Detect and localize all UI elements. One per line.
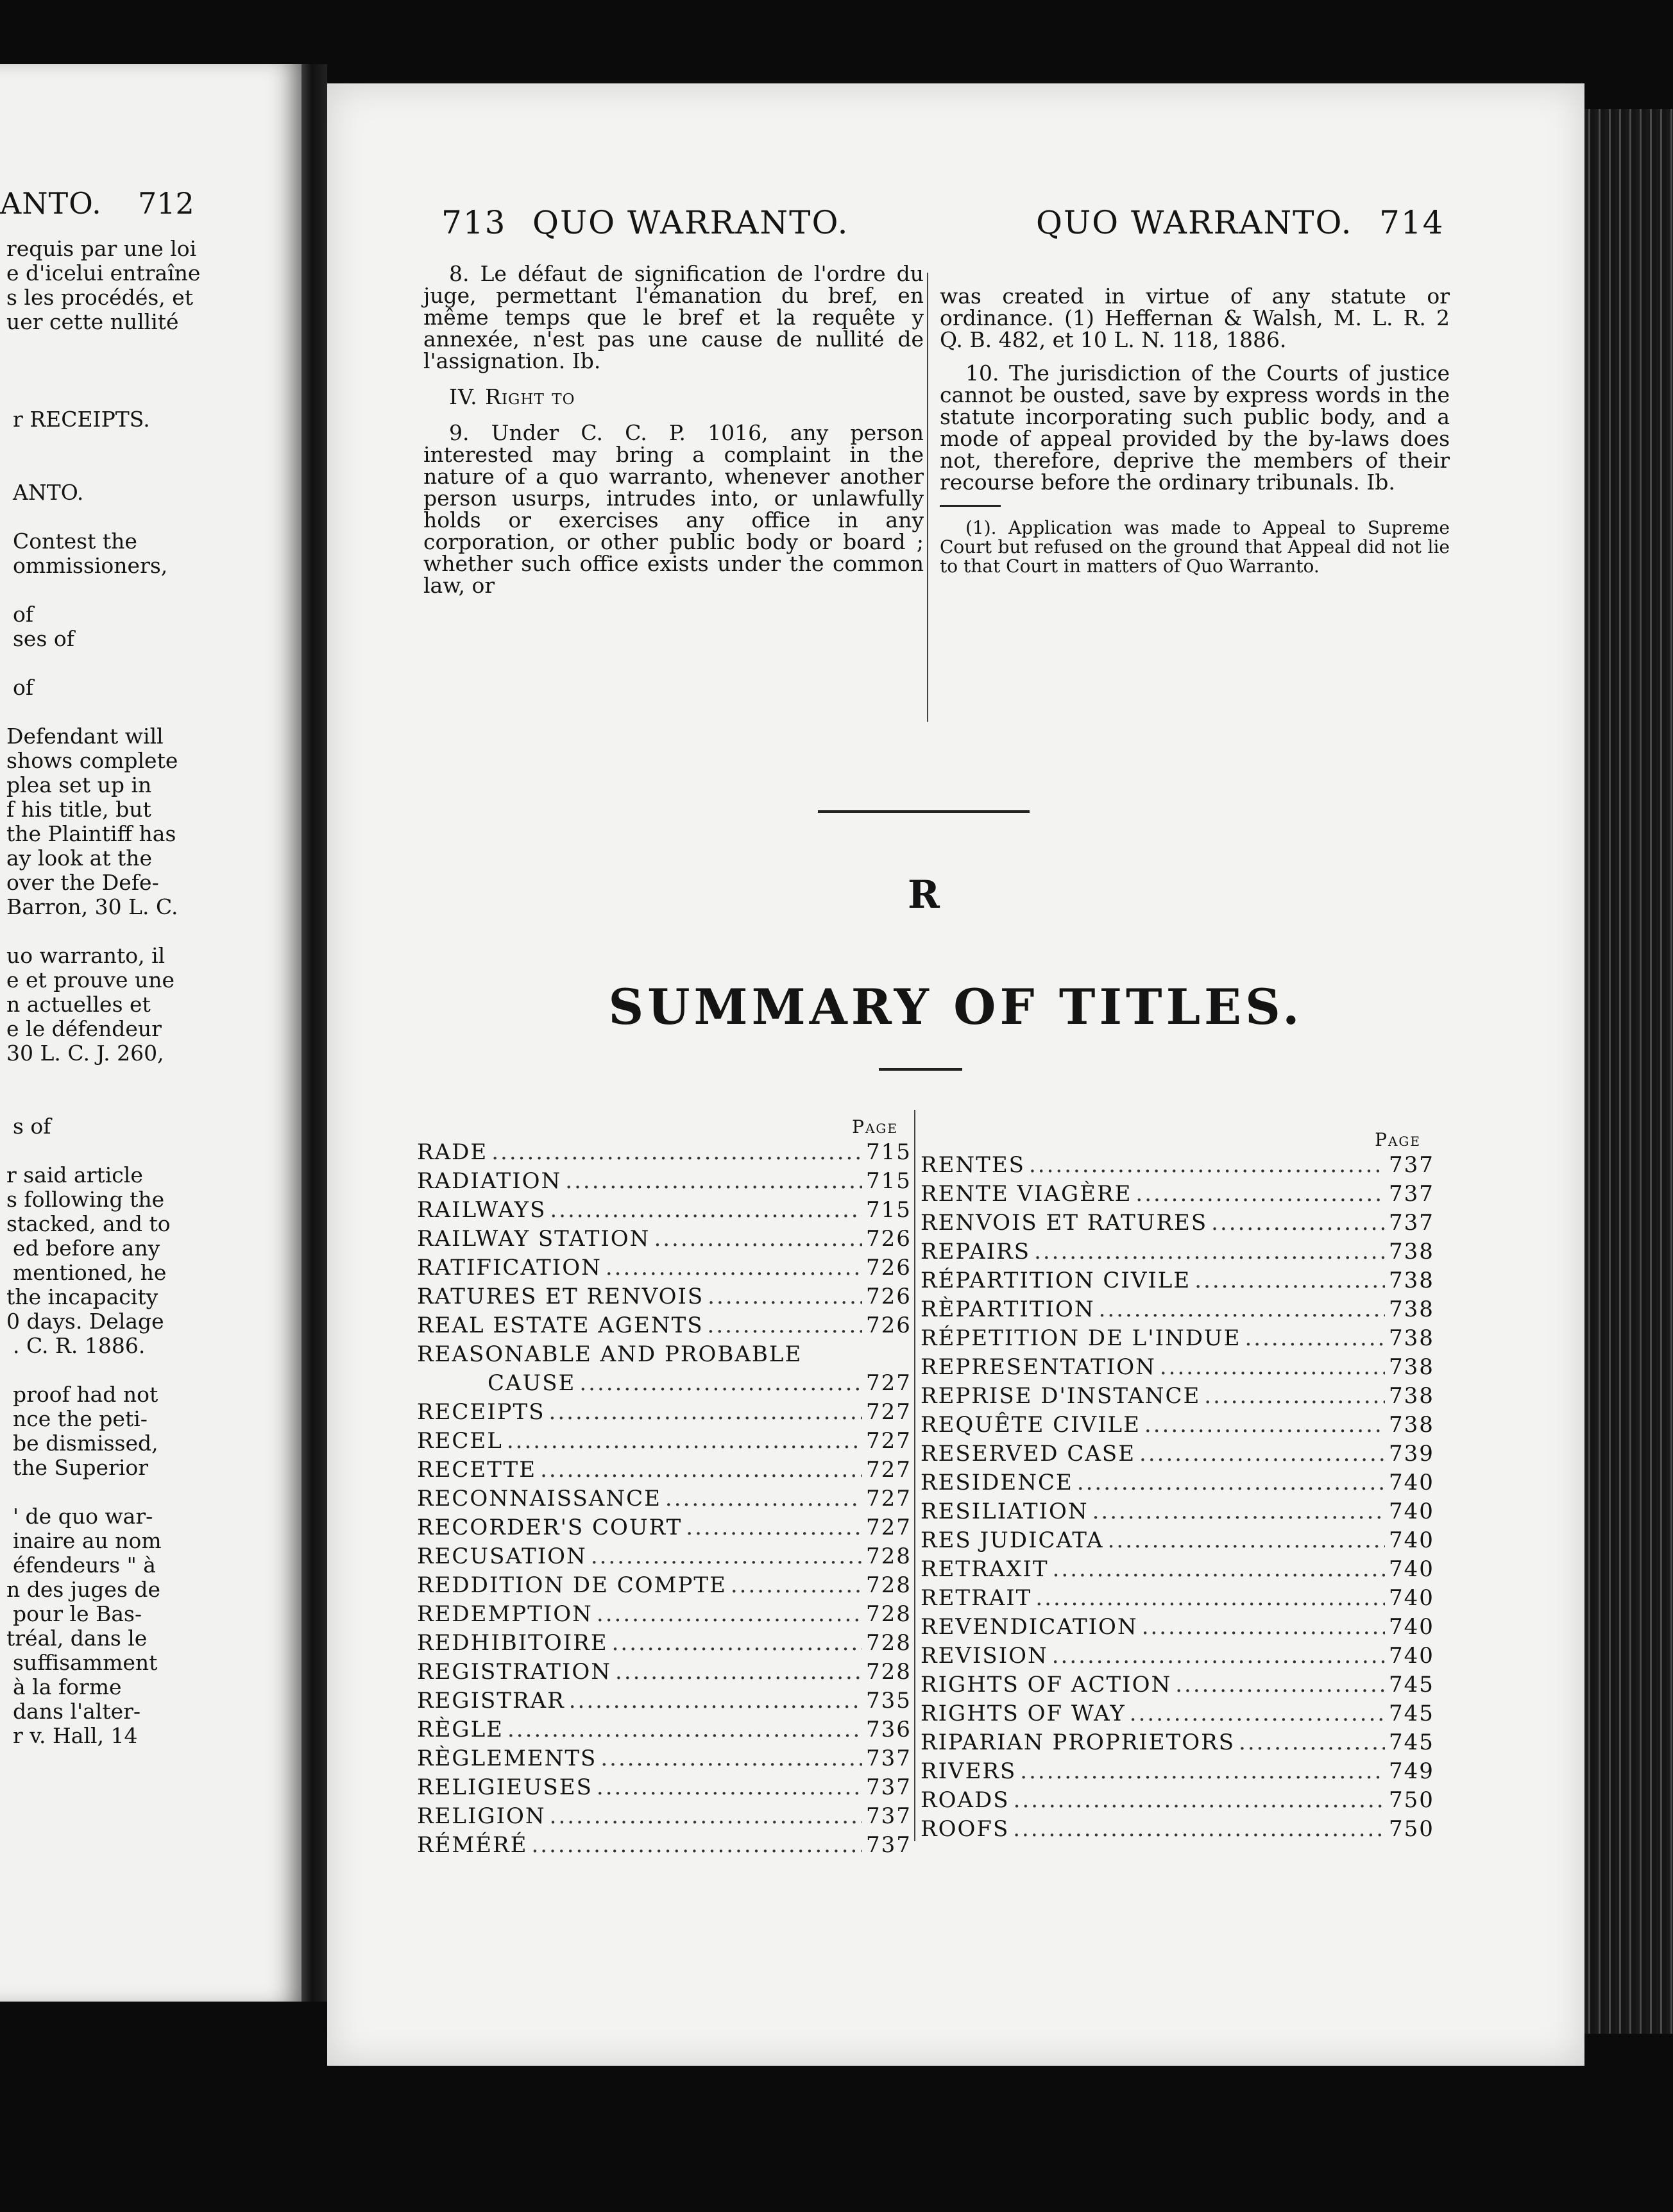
dot-leader xyxy=(540,1456,862,1485)
index-entry-title: RESIDENCE xyxy=(921,1470,1073,1495)
index-entry-page: 728 xyxy=(866,1572,912,1598)
index-entry xyxy=(417,1802,912,1831)
left-page-line: of xyxy=(13,675,34,700)
left-page-line: the Plaintiff has xyxy=(6,821,176,846)
index-entry xyxy=(921,1324,1434,1353)
dot-leader xyxy=(1034,1238,1385,1266)
index-entry xyxy=(921,1151,1434,1180)
left-page-line: uo warranto, il xyxy=(6,943,166,968)
index-entry-page: 740 xyxy=(1389,1499,1434,1524)
dot-leader xyxy=(600,1744,862,1773)
left-page-line: proof had not xyxy=(13,1382,158,1407)
index-entry-title: REVENDICATION xyxy=(921,1614,1138,1640)
index-entry-title: RIVERS xyxy=(921,1758,1017,1784)
left-page-line: 30 L. C. J. 260, xyxy=(6,1041,164,1066)
index-entry-page: 727 xyxy=(866,1370,912,1396)
dot-leader xyxy=(1211,1209,1385,1238)
dot-leader xyxy=(1052,1642,1385,1671)
index-entry xyxy=(921,1699,1434,1728)
index-list-right xyxy=(921,1151,1434,1844)
dot-leader xyxy=(579,1369,862,1398)
index-entry-page: 740 xyxy=(1389,1556,1434,1582)
index-entry-title: RECONNAISSANCE xyxy=(417,1486,661,1511)
index-entry-title: RETRAXIT xyxy=(921,1556,1049,1582)
left-page-line: e et prouve une xyxy=(6,967,175,992)
dot-leader xyxy=(1194,1266,1385,1295)
header-title-right: QUO WARRANTO. xyxy=(1036,204,1353,241)
dot-leader xyxy=(1099,1295,1385,1324)
index-entry-title: RECEL xyxy=(417,1428,503,1454)
index-entry xyxy=(921,1353,1434,1382)
index-entry xyxy=(417,1398,912,1427)
index-entry-title: RÈGLE xyxy=(417,1717,504,1742)
left-partial-page xyxy=(0,64,301,2002)
index-entry-title: RECUSATION xyxy=(417,1544,587,1569)
index-entry-title: RENVOIS ET RATURES xyxy=(921,1210,1208,1236)
left-page-line: Barron, 30 L. C. xyxy=(6,894,178,919)
index-entry-page: 727 xyxy=(866,1515,912,1540)
left-page-line: n actuelles et xyxy=(6,992,151,1017)
dot-leader xyxy=(1245,1324,1386,1353)
index-entry-title: ROOFS xyxy=(921,1816,1010,1842)
index-entry xyxy=(417,1167,912,1196)
dot-leader xyxy=(1108,1526,1385,1555)
summary-title: SUMMARY OF TITLES. xyxy=(608,978,1304,1035)
subheading-number: IV. xyxy=(449,384,478,409)
dot-leader xyxy=(1077,1468,1385,1497)
left-page-line: plea set up in xyxy=(6,772,152,797)
index-entry-page: 737 xyxy=(1389,1210,1434,1236)
title-rule xyxy=(879,1068,962,1071)
left-page-line: requis par une loi xyxy=(6,236,197,261)
dot-leader xyxy=(1204,1382,1385,1411)
index-entry-page: 740 xyxy=(1389,1614,1434,1640)
left-page-header: ANTO. xyxy=(0,186,102,221)
dot-leader xyxy=(1144,1411,1385,1440)
index-entry-page: 738 xyxy=(1389,1412,1434,1438)
dot-leader xyxy=(1014,1786,1385,1815)
left-page-line: pour le Bas- xyxy=(13,1601,142,1626)
index-entry-page: 738 xyxy=(1389,1354,1434,1380)
index-entry-page: 745 xyxy=(1389,1701,1434,1726)
index-entry xyxy=(417,1456,912,1485)
dot-leader xyxy=(1160,1353,1385,1382)
index-entry xyxy=(417,1485,912,1513)
index-column-divider xyxy=(914,1110,915,1841)
index-entry-title: RECORDER'S COURT xyxy=(417,1515,683,1540)
left-page-line: ommissioners, xyxy=(13,553,168,578)
index-entry-title: REDEMPTION xyxy=(417,1601,593,1627)
index-entry-page: 740 xyxy=(1389,1470,1434,1495)
left-page-line: inaire au nom xyxy=(13,1528,162,1553)
index-entry-page: 727 xyxy=(866,1486,912,1511)
dot-leader xyxy=(1142,1613,1385,1642)
index-entry xyxy=(921,1671,1434,1699)
index-entry xyxy=(921,1757,1434,1786)
index-entry-title: RECEIPTS xyxy=(417,1399,545,1425)
dot-leader xyxy=(550,1802,862,1831)
left-page-line: the incapacity xyxy=(6,1284,158,1309)
index-entry-title: RENTE VIAGÈRE xyxy=(921,1181,1132,1207)
dot-leader xyxy=(1130,1699,1385,1728)
index-entry-page: 739 xyxy=(1389,1441,1434,1467)
left-page-line: dans l'alter- xyxy=(13,1699,141,1724)
index-entry-page: 728 xyxy=(866,1544,912,1569)
left-page-line: n des juges de xyxy=(6,1577,161,1602)
index-entry xyxy=(417,1225,912,1254)
left-page-line: 0 days. Delage xyxy=(6,1309,164,1334)
left-page-line: à la forme xyxy=(13,1674,122,1699)
index-entry-page: 738 xyxy=(1389,1297,1434,1322)
section-separator-rule xyxy=(818,810,1030,813)
dot-leader xyxy=(665,1485,862,1513)
dot-leader xyxy=(1135,1180,1385,1209)
index-entry xyxy=(417,1744,912,1773)
index-entry-title: REGISTRATION xyxy=(417,1659,612,1685)
dot-leader xyxy=(708,1311,862,1340)
index-entry-page: 749 xyxy=(1389,1758,1434,1784)
index-entry-title: RATURES ET RENVOIS xyxy=(417,1284,704,1309)
page-column-label: Page xyxy=(852,1116,898,1137)
left-page-line: . C. R. 1886. xyxy=(13,1333,146,1358)
index-entry-title: RATIFICATION xyxy=(417,1255,602,1280)
index-entry-page: 736 xyxy=(866,1717,912,1742)
index-entry xyxy=(921,1786,1434,1815)
index-entry xyxy=(921,1642,1434,1671)
subheading-right-to xyxy=(423,386,924,408)
index-entry-title: RESILIATION xyxy=(921,1499,1089,1524)
left-page-line: s following the xyxy=(6,1187,165,1212)
index-entry-title: REVISION xyxy=(921,1643,1048,1669)
left-page-line: ay look at the xyxy=(6,846,153,871)
index-entry-page: 728 xyxy=(866,1659,912,1685)
page-column-label: Page xyxy=(1375,1129,1421,1150)
dot-leader xyxy=(1029,1151,1385,1180)
left-page-line: be dismissed, xyxy=(13,1431,158,1456)
index-entry xyxy=(417,1340,904,1369)
dot-leader xyxy=(569,1687,862,1715)
index-entry xyxy=(417,1687,912,1715)
dot-leader xyxy=(597,1600,862,1629)
index-column-right xyxy=(921,1129,1434,1844)
index-entry xyxy=(417,1513,912,1542)
index-entry xyxy=(417,1542,912,1571)
dot-leader xyxy=(591,1542,862,1571)
dot-leader xyxy=(597,1773,862,1802)
book-gutter xyxy=(301,64,327,2002)
index-entry-title: REDHIBITOIRE xyxy=(417,1630,608,1656)
dot-leader xyxy=(1175,1671,1385,1699)
paragraph-9-continued: was created in virtue of any statute or ordinance. (1) Heffernan & Walsh, M. L. R. 2 Q. B. 482, et 10 L. N. 118, 1886. xyxy=(940,284,1450,352)
index-entry-title: RAILWAYS xyxy=(417,1197,547,1223)
left-page-line: e le défendeur xyxy=(6,1016,162,1041)
index-entry xyxy=(921,1238,1434,1266)
index-entry-page: 715 xyxy=(866,1197,912,1223)
paragraph-8: 8. Le défaut de signification de l'ordre du juge, permettant l'émanation du bref, en même temps que le bref et la requête y annexée, n'est pas une cause de nullité de l'assignation. Ib. xyxy=(423,261,924,373)
dot-leader xyxy=(531,1831,862,1860)
index-list-left xyxy=(417,1138,912,1860)
book-page-edges xyxy=(1584,109,1673,2034)
index-entry xyxy=(417,1138,912,1167)
main-page xyxy=(327,83,1584,2066)
index-entry-page: 728 xyxy=(866,1601,912,1627)
dot-leader xyxy=(1139,1440,1385,1468)
index-entry xyxy=(417,1600,912,1629)
index-entry-title: REPRESENTATION xyxy=(921,1354,1156,1380)
index-entry-title: RIGHTS OF ACTION xyxy=(921,1672,1172,1697)
index-entry-page: 726 xyxy=(866,1255,912,1280)
index-entry xyxy=(417,1254,912,1282)
index-entry xyxy=(417,1196,912,1225)
index-entry-title: RADIATION xyxy=(417,1168,562,1194)
index-entry-title: REQUÊTE CIVILE xyxy=(921,1412,1141,1438)
index-entry xyxy=(417,1427,912,1456)
left-page-line: ANTO. xyxy=(13,480,84,505)
index-entry-page: 737 xyxy=(866,1746,912,1771)
left-page-line: f his title, but xyxy=(6,797,151,822)
index-entry-page: 745 xyxy=(1389,1730,1434,1755)
index-entry xyxy=(921,1584,1434,1613)
index-entry-title: RES JUDICATA xyxy=(921,1527,1104,1553)
dot-leader xyxy=(507,1715,862,1744)
index-entry-page: 738 xyxy=(1389,1268,1434,1293)
index-entry-page: 738 xyxy=(1389,1383,1434,1409)
left-page-line: Defendant will xyxy=(6,724,164,749)
dot-leader xyxy=(491,1138,862,1167)
header-page-number-left: 713 xyxy=(441,204,507,241)
left-page-line: ses of xyxy=(13,626,74,651)
index-entry-title: RELIGION xyxy=(417,1803,546,1829)
subheading-text: Right to xyxy=(485,384,575,409)
index-entry xyxy=(921,1180,1434,1209)
index-entry-title: RÉMÉRÉ xyxy=(417,1832,528,1858)
text-column-right xyxy=(940,285,1450,588)
left-page-line: r RECEIPTS. xyxy=(13,407,150,432)
left-page-line: Contest the xyxy=(13,529,137,554)
dot-leader xyxy=(549,1398,862,1427)
left-page-line: over the Defe- xyxy=(6,870,159,895)
dot-leader xyxy=(1239,1728,1385,1757)
left-page-line: tréal, dans le xyxy=(6,1626,148,1651)
index-entry-page: 715 xyxy=(866,1139,912,1165)
index-entry xyxy=(921,1295,1434,1324)
index-entry-page: 727 xyxy=(866,1457,912,1483)
index-entry-title: RENTES xyxy=(921,1152,1025,1178)
left-page-line: mentioned, he xyxy=(13,1260,167,1285)
left-page-line: nce the peti- xyxy=(13,1406,148,1431)
index-entry-title: RECETTE xyxy=(417,1457,537,1483)
header-title-left: QUO WARRANTO. xyxy=(532,204,849,241)
left-page-line: stacked, and to xyxy=(6,1211,171,1236)
dot-leader xyxy=(565,1167,862,1196)
index-entry-page: 737 xyxy=(1389,1152,1434,1178)
left-page-line: s of xyxy=(13,1114,51,1139)
left-page-number: 712 xyxy=(138,186,194,221)
index-entry-title: ROADS xyxy=(921,1787,1010,1813)
index-entry-title: RAILWAY STATION xyxy=(417,1226,650,1252)
index-entry xyxy=(921,1266,1434,1295)
dot-leader xyxy=(1092,1497,1385,1526)
index-entry xyxy=(921,1555,1434,1584)
index-entry-title: RIPARIAN PROPRIETORS xyxy=(921,1730,1236,1755)
left-page-line: the Superior xyxy=(13,1455,149,1480)
index-entry-page: 737 xyxy=(866,1803,912,1829)
dot-leader xyxy=(550,1196,862,1225)
index-entry-page: 735 xyxy=(866,1688,912,1714)
index-entry-page: 715 xyxy=(866,1168,912,1194)
index-entry-page: 737 xyxy=(866,1832,912,1858)
index-entry xyxy=(417,1369,912,1398)
index-entry-page: 740 xyxy=(1389,1585,1434,1611)
index-entry xyxy=(921,1497,1434,1526)
dot-leader xyxy=(1013,1815,1385,1844)
paragraph-10: 10. The jurisdiction of the Courts of justice cannot be ousted, save by express words in the statute incorporating such public body, and a mode of appeal provided by the by-laws does not, therefore, deprive the members of their recourse before the ordinary tribunals. Ib. xyxy=(940,361,1450,495)
index-entry xyxy=(921,1526,1434,1555)
index-entry-page: 737 xyxy=(866,1774,912,1800)
left-page-line: ' de quo war- xyxy=(13,1504,153,1529)
left-page-line: suffisamment xyxy=(13,1650,158,1675)
index-entry-page: 726 xyxy=(866,1284,912,1309)
index-entry xyxy=(921,1440,1434,1468)
index-entry xyxy=(417,1715,912,1744)
index-entry-page: 740 xyxy=(1389,1527,1434,1553)
index-entry-title: REASONABLE AND PROBABLE xyxy=(417,1341,803,1367)
left-page-line: r said article xyxy=(6,1162,143,1187)
index-entry-title: RADE xyxy=(417,1139,488,1165)
footnote: (1). Application was made to Appeal to Supreme Court but refused on the ground that Appeal did not lie to that Court in matters of Quo Warranto. xyxy=(940,517,1450,577)
index-entry-title: RÉPETITION DE L'INDUE xyxy=(921,1325,1241,1351)
index-entry-page: 728 xyxy=(866,1630,912,1656)
index-entry-title: REAL ESTATE AGENTS xyxy=(417,1313,704,1338)
index-entry-title: RELIGIEUSES xyxy=(417,1774,593,1800)
left-page-line: e d'icelui entraîne xyxy=(6,260,201,285)
dot-leader xyxy=(615,1658,862,1687)
dot-leader xyxy=(1020,1757,1385,1786)
index-entry xyxy=(417,1831,912,1860)
index-entry xyxy=(417,1773,912,1802)
index-entry xyxy=(921,1728,1434,1757)
index-entry xyxy=(417,1658,912,1687)
left-page-line: r v. Hall, 14 xyxy=(13,1723,138,1748)
index-entry-page: 738 xyxy=(1389,1325,1434,1351)
left-page-line: éfendeurs " à xyxy=(13,1553,156,1578)
index-entry-page: 738 xyxy=(1389,1239,1434,1264)
index-entry xyxy=(417,1571,912,1600)
index-entry-page: 727 xyxy=(866,1428,912,1454)
index-entry-title: CAUSE xyxy=(488,1370,576,1396)
index-entry-title: RETRAIT xyxy=(921,1585,1032,1611)
index-entry-page: 726 xyxy=(866,1226,912,1252)
index-entry xyxy=(921,1815,1434,1844)
dot-leader xyxy=(1053,1555,1385,1584)
column-divider xyxy=(927,273,928,722)
index-entry-title: RÈGLEMENTS xyxy=(417,1746,597,1771)
dot-leader xyxy=(686,1513,862,1542)
index-entry-title: REDDITION DE COMPTE xyxy=(417,1572,727,1598)
index-entry xyxy=(921,1468,1434,1497)
dot-leader xyxy=(731,1571,862,1600)
index-entry xyxy=(921,1382,1434,1411)
dot-leader xyxy=(654,1225,862,1254)
paragraph-9: 9. Under C. C. P. 1016, any person interested may bring a complaint in the nature of a quo warranto, whenever another person usurps, intrudes into, or unlawfully holds or exercises any office in any corporation, or other public body or board ; whether such office exists under the common law, or xyxy=(423,420,924,598)
dot-leader xyxy=(1035,1584,1385,1613)
index-entry-title: REGISTRAR xyxy=(417,1688,565,1714)
index-entry-page: 740 xyxy=(1389,1643,1434,1669)
index-entry xyxy=(417,1282,912,1311)
text-column-left xyxy=(423,263,924,608)
index-entry-title: REPAIRS xyxy=(921,1239,1031,1264)
dot-leader xyxy=(606,1254,862,1282)
index-entry xyxy=(921,1411,1434,1440)
left-page-line: of xyxy=(13,602,34,627)
index-entry-page: 726 xyxy=(866,1313,912,1338)
index-entry-title: RESERVED CASE xyxy=(921,1441,1136,1467)
left-page-line: s les procédés, et xyxy=(6,285,194,310)
left-page-line: shows complete xyxy=(6,748,178,773)
index-entry xyxy=(417,1629,912,1658)
index-column-left xyxy=(417,1116,912,1860)
index-entry-title: RÈPARTITION xyxy=(921,1297,1095,1322)
index-entry-title: RÉPARTITION CIVILE xyxy=(921,1268,1191,1293)
footnote-rule xyxy=(940,505,1001,507)
index-entry xyxy=(921,1613,1434,1642)
index-entry-page: 737 xyxy=(1389,1181,1434,1207)
header-page-number-right: 714 xyxy=(1379,204,1445,241)
index-entry-page: 727 xyxy=(866,1399,912,1425)
section-letter: R xyxy=(908,872,940,917)
dot-leader xyxy=(612,1629,862,1658)
left-page-line: ed before any xyxy=(13,1236,160,1261)
dot-leader xyxy=(708,1282,862,1311)
index-entry-page: 750 xyxy=(1389,1816,1434,1842)
index-entry-page: 750 xyxy=(1389,1787,1434,1813)
index-entry xyxy=(921,1209,1434,1238)
left-page-line: uer cette nullité xyxy=(6,309,179,334)
index-entry-title: RIGHTS OF WAY xyxy=(921,1701,1126,1726)
index-entry-page: 745 xyxy=(1389,1672,1434,1697)
index-entry xyxy=(417,1311,912,1340)
index-entry-title: REPRISE D'INSTANCE xyxy=(921,1383,1201,1409)
dot-leader xyxy=(507,1427,862,1456)
